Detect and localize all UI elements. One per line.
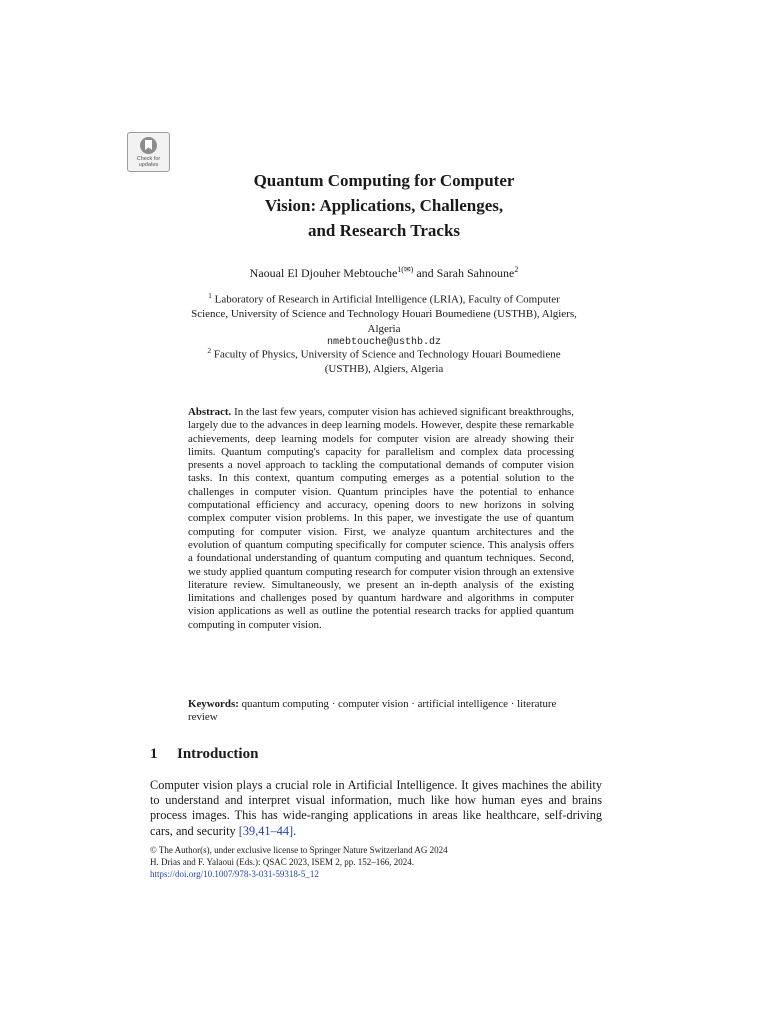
citation-open: [ bbox=[238, 823, 243, 838]
affiliation-1-line-2: Science, University of Science and Technology Houari Boumediene (USTHB), Algiers, bbox=[191, 308, 577, 321]
title-line-3: and Research Tracks bbox=[307, 221, 461, 240]
affiliation-1-line-1 bbox=[150, 289, 618, 307]
affiliation-2 bbox=[150, 344, 618, 377]
title-line-2: Vision: Applications, Challenges, bbox=[264, 196, 504, 215]
intro-text: Computer vision plays a crucial role in Artificial Intelligence. It gives machines the ability to understand and interpret visual information, much like how human eyes and brains process images. This has wide-ranging applications in areas like healthcare, self-driving cars, and security bbox=[150, 778, 602, 838]
copyright-footer bbox=[150, 844, 618, 880]
author-email[interactable]: nmebtouche@usthb.dz bbox=[326, 337, 442, 349]
citation-link-39[interactable]: 39 bbox=[242, 823, 256, 838]
affiliation-1-text-1: Laboratory of Research in Artificial Intelligence (LRIA), Faculty of Computer bbox=[214, 293, 560, 306]
abstract bbox=[188, 406, 574, 632]
section-title: Introduction bbox=[177, 746, 259, 762]
section-heading bbox=[150, 746, 258, 763]
keywords-text: quantum computing · computer vision · artificial intelligence · literature review bbox=[188, 698, 557, 724]
intro-paragraph bbox=[150, 778, 602, 839]
affiliation-2-line-2: (USTHB), Algiers, Algeria bbox=[324, 363, 444, 376]
intro-end: . bbox=[293, 823, 297, 838]
badge-label bbox=[137, 156, 161, 168]
affiliation-1 bbox=[150, 289, 618, 351]
keywords-label: Keywords: bbox=[188, 698, 239, 710]
citation-close: ] bbox=[289, 823, 294, 838]
citation-link-41-44[interactable]: 41–44 bbox=[258, 823, 290, 838]
abstract-text: In the last few years, computer vision has achieved significant breakthroughs, largely due to the advances in deep learning models. However, despite these remarkable achievements, deep learning models for computer vision are already showing their limits. Quantum computing's capacity for parallelism and complex data processing presents a novel approach to tackling the computational demands of computer vision tasks. In this context, quantum computing emerges as a potential solution to the challenges in computer vision. Quantum principles have the potential to enhance computational efficiency and accuracy, opening doors to new horizons in solving complex computer vision problems. In this paper, we investigate the use of quantum computing for computer vision. First, we analyze quantum architectures and the evolution of quantum computing specifically for computer science. This analysis offers a foundational understanding of quantum computing and quantum techniques. Second, we study applied quantum computing research for computer vision through an extensive literature review. Simultaneously, we present an in-depth analysis of the existing limitations and challenges posed by quantum hardware and algorithms in computer vision applications as well as outline the potential research tracks for applied quantum computing in computer vision. bbox=[188, 406, 574, 631]
affiliation-1-marker: 1 bbox=[208, 291, 212, 300]
affiliation-2-line-1 bbox=[150, 344, 618, 362]
section-number: 1 bbox=[150, 746, 158, 762]
copyright-line: © The Author(s), under exclusive license to Springer Nature Switzerland AG 2024 bbox=[150, 845, 448, 855]
affiliation-2-text-1: Faculty of Physics, University of Science and Technology Houari Boumediene bbox=[213, 348, 561, 361]
paper-title bbox=[150, 168, 618, 243]
author-1-affiliation[interactable]: 1(✉) bbox=[397, 265, 414, 274]
doi-link[interactable]: https://doi.org/10.1007/978-3-031-59318-5_12 bbox=[150, 869, 319, 879]
author-list bbox=[150, 262, 618, 281]
proceedings-line: H. Drias and F. Yalaoui (Eds.): QSAC 2023, ISEM 2, pp. 152–166, 2024. bbox=[150, 857, 415, 867]
badge-line-2: updates bbox=[138, 162, 159, 168]
keywords bbox=[188, 698, 574, 725]
crossmark-bookmark-icon bbox=[140, 137, 157, 154]
abstract-label: Abstract. bbox=[188, 406, 232, 418]
author-2: Sarah Sahnoune bbox=[436, 266, 515, 280]
author-1: Naoual El Djouher Mebtouche bbox=[249, 266, 398, 280]
badge-line-1: Check for bbox=[136, 156, 161, 162]
affiliation-2-marker: 2 bbox=[207, 346, 212, 355]
check-for-updates-badge[interactable] bbox=[127, 132, 170, 172]
affiliation-1-line-3: Algeria bbox=[367, 322, 401, 335]
author-connector: and bbox=[416, 266, 434, 280]
author-2-affiliation: 2 bbox=[514, 265, 519, 274]
citation-separator: , bbox=[255, 823, 259, 838]
title-line-1: Quantum Computing for Computer bbox=[253, 171, 515, 190]
